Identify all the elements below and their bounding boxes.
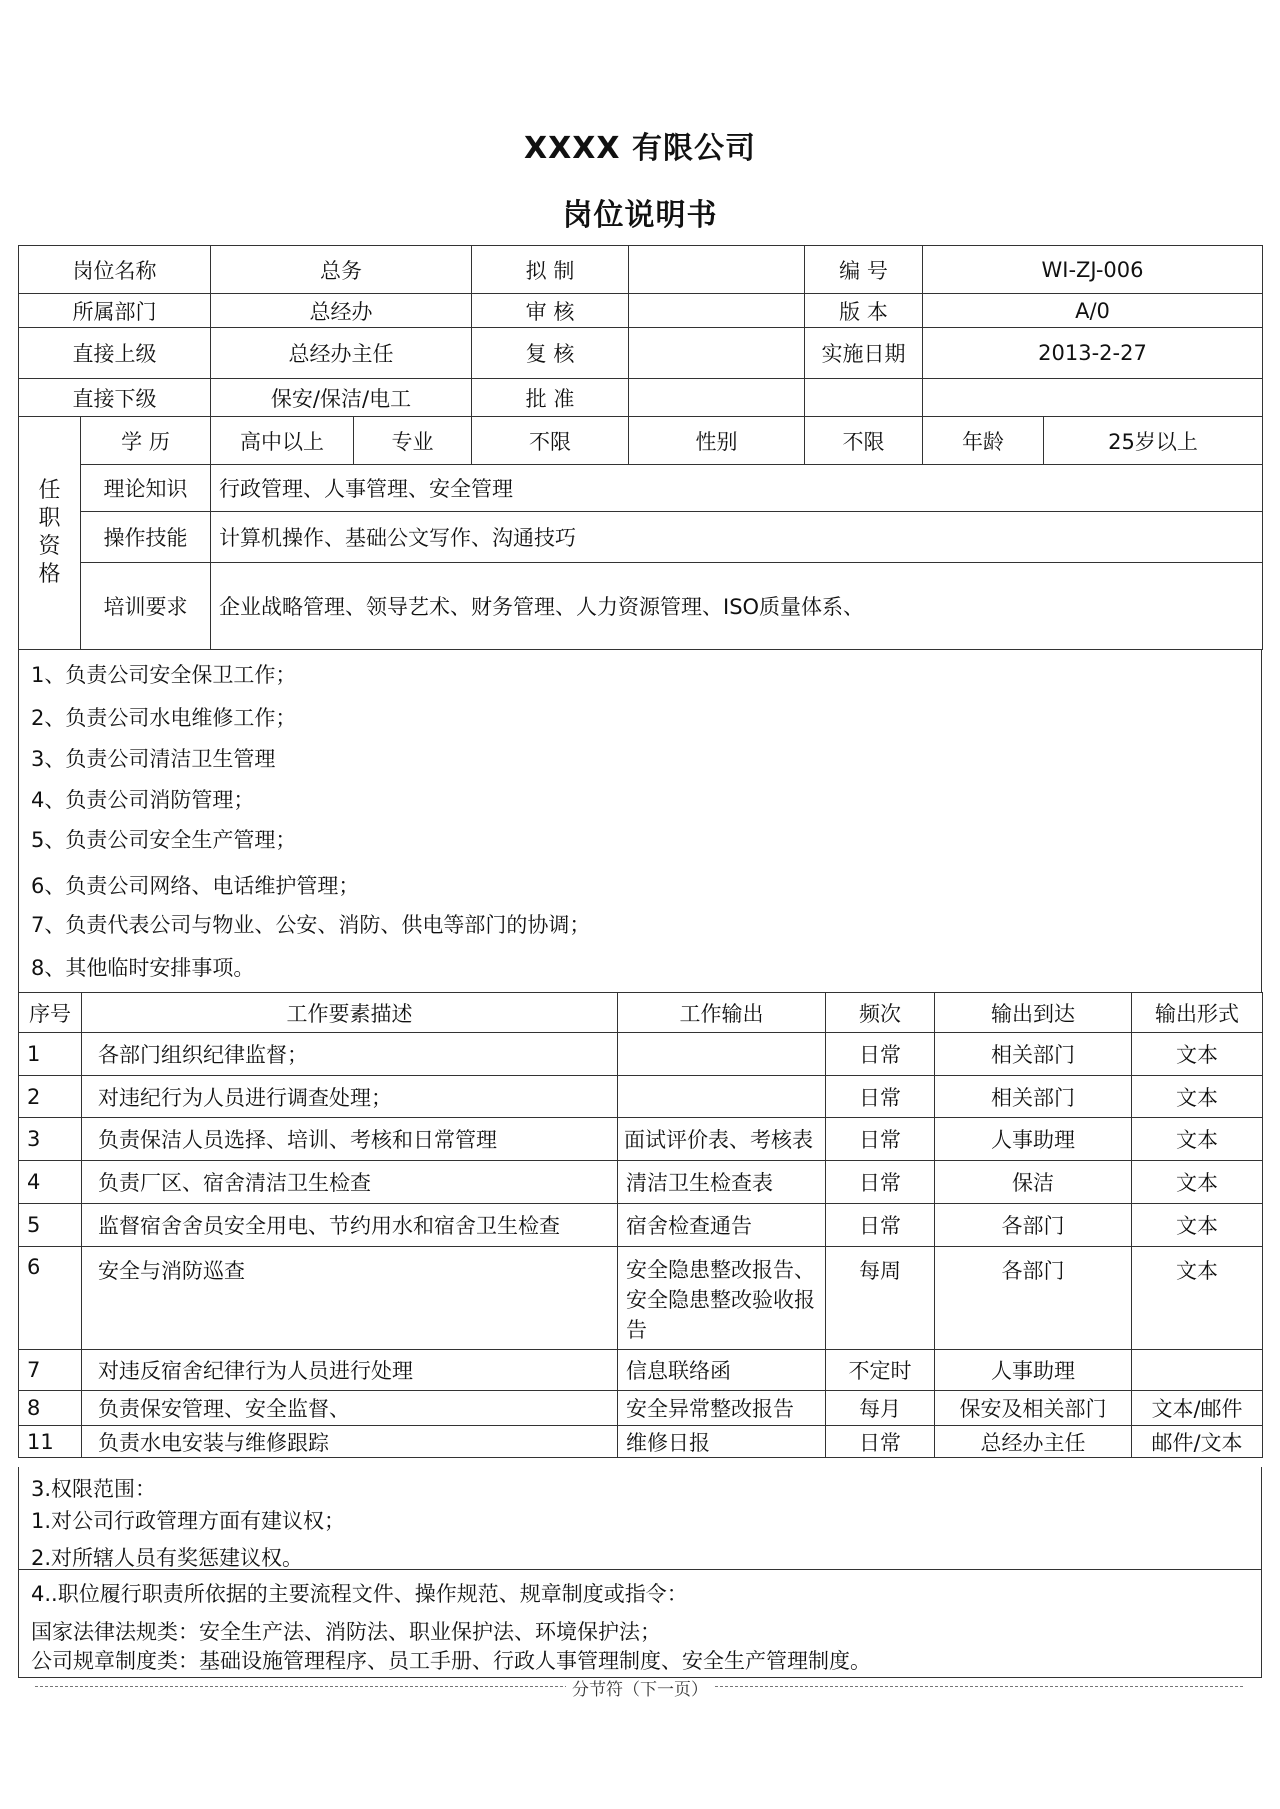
task-frequency: 每周 <box>826 1247 935 1350</box>
table-row <box>19 1076 1263 1118</box>
value-training: 企业战略管理、领导艺术、财务管理、人力资源管理、ISO质量体系、 <box>211 563 1263 650</box>
task-output: 安全隐患整改报告、安全隐患整改验收报告 <box>618 1247 826 1350</box>
duty-item: 4、负责公司消防管理； <box>31 788 255 812</box>
duty-item: 7、负责代表公司与物业、公安、消防、供电等部门的协调； <box>31 913 591 937</box>
task-description: 各部门组织纪律监督； <box>82 1033 618 1076</box>
info-empty <box>923 379 1263 417</box>
col-header-no: 序号 <box>19 993 82 1033</box>
qualification-label-char: 格 <box>38 562 61 587</box>
section-break-text: 分节符（下一页） <box>566 1680 714 1700</box>
label-education: 学 历 <box>81 417 211 465</box>
task-frequency: 日常 <box>826 1426 935 1458</box>
qualification-label-char: 资 <box>38 534 61 559</box>
qualification-label-char: 职 <box>38 506 61 531</box>
task-format: 邮件/文本 <box>1132 1426 1263 1458</box>
task-no: 3 <box>19 1118 82 1161</box>
task-header-row <box>19 993 1263 1033</box>
duty-item: 8、其他临时安排事项。 <box>31 956 255 980</box>
task-description: 负责厂区、宿舍清洁卫生检查 <box>82 1161 618 1204</box>
value-code: WI-ZJ-006 <box>923 246 1263 294</box>
task-description: 负责水电安装与维修跟踪 <box>82 1426 618 1458</box>
task-description: 负责保洁人员选择、培训、考核和日常管理 <box>82 1118 618 1161</box>
task-output: 清洁卫生检查表 <box>618 1161 826 1204</box>
col-header-format: 输出形式 <box>1132 993 1263 1033</box>
task-recipient: 相关部门 <box>935 1076 1132 1118</box>
qualification-label <box>19 417 81 650</box>
task-frequency: 日常 <box>826 1118 935 1161</box>
value-position-name: 总务 <box>211 246 472 294</box>
task-no: 5 <box>19 1204 82 1247</box>
table-row <box>19 1350 1263 1391</box>
task-output <box>618 1033 826 1076</box>
label-department: 所属部门 <box>19 294 211 328</box>
qualification-label-char: 任 <box>38 478 61 503</box>
label-review: 审 核 <box>472 294 629 328</box>
task-format: 文本 <box>1132 1247 1263 1350</box>
task-format: 文本/邮件 <box>1132 1391 1263 1426</box>
basis-item: 公司规章制度类：基础设施管理程序、员工手册、行政人事管理制度、安全生产管理制度。 <box>31 1649 871 1673</box>
company-name: XXXX 有限公司 <box>524 131 756 166</box>
col-header-frequency: 频次 <box>826 993 935 1033</box>
duty-item: 6、负责公司网络、电话维护管理； <box>31 874 360 898</box>
value-review <box>629 294 805 328</box>
value-theory: 行政管理、人事管理、安全管理 <box>211 465 1263 512</box>
task-recipient: 人事助理 <box>935 1118 1132 1161</box>
info-empty <box>805 379 923 417</box>
table-row <box>19 1426 1263 1458</box>
task-no: 6 <box>19 1247 82 1350</box>
duty-item: 5、负责公司安全生产管理； <box>31 828 297 852</box>
task-description: 对违反宿舍纪律行为人员进行处理 <box>82 1350 618 1391</box>
value-supervisor: 总经办主任 <box>211 328 472 379</box>
table-row <box>19 1391 1263 1426</box>
value-gender: 不限 <box>805 417 923 465</box>
task-format: 文本 <box>1132 1204 1263 1247</box>
section-break-label <box>0 1675 1280 1700</box>
table-row <box>19 1033 1263 1076</box>
document-title: 岗位说明书 <box>562 198 718 233</box>
task-no: 7 <box>19 1350 82 1391</box>
label-version: 版 本 <box>805 294 923 328</box>
label-training: 培训要求 <box>81 563 211 650</box>
col-header-recipient: 输出到达 <box>935 993 1132 1033</box>
info-row <box>19 379 1263 417</box>
qualification-row <box>19 512 1263 563</box>
task-format: 文本 <box>1132 1161 1263 1204</box>
task-recipient: 各部门 <box>935 1247 1132 1350</box>
label-skills: 操作技能 <box>81 512 211 563</box>
info-row <box>19 328 1263 379</box>
table-row <box>19 1118 1263 1161</box>
task-description: 对违纪行为人员进行调查处理； <box>82 1076 618 1118</box>
label-subordinates: 直接下级 <box>19 379 211 417</box>
task-no: 8 <box>19 1391 82 1426</box>
value-subordinates: 保安/保洁/电工 <box>211 379 472 417</box>
value-education: 高中以上 <box>211 417 354 465</box>
task-recipient: 各部门 <box>935 1204 1132 1247</box>
task-format <box>1132 1350 1263 1391</box>
task-output: 宿舍检查通告 <box>618 1204 826 1247</box>
task-description: 安全与消防巡查 <box>82 1247 618 1350</box>
task-frequency: 不定时 <box>826 1350 935 1391</box>
table-row <box>19 1161 1263 1204</box>
table-row <box>19 1247 1263 1350</box>
label-gender: 性别 <box>629 417 805 465</box>
qualification-row <box>19 563 1263 650</box>
value-major: 不限 <box>472 417 629 465</box>
task-output: 安全异常整改报告 <box>618 1391 826 1426</box>
task-no: 2 <box>19 1076 82 1118</box>
task-recipient: 总经办主任 <box>935 1426 1132 1458</box>
label-position-name: 岗位名称 <box>19 246 211 294</box>
label-approve: 批 准 <box>472 379 629 417</box>
label-theory: 理论知识 <box>81 465 211 512</box>
authority-section <box>18 1467 1262 1570</box>
task-recipient: 保洁 <box>935 1161 1132 1204</box>
value-department: 总经办 <box>211 294 472 328</box>
value-skills: 计算机操作、基础公文写作、沟通技巧 <box>211 512 1263 563</box>
value-recheck <box>629 328 805 379</box>
label-code: 编 号 <box>805 246 923 294</box>
task-format: 文本 <box>1132 1076 1263 1118</box>
task-recipient: 相关部门 <box>935 1033 1132 1076</box>
task-output: 信息联络函 <box>618 1350 826 1391</box>
col-header-description: 工作要素描述 <box>82 993 618 1033</box>
task-frequency: 日常 <box>826 1076 935 1118</box>
task-output <box>618 1076 826 1118</box>
value-age: 25岁以上 <box>1044 417 1263 465</box>
task-no: 11 <box>19 1426 82 1458</box>
duty-item: 2、负责公司水电维修工作； <box>31 706 297 730</box>
value-version: A/0 <box>923 294 1263 328</box>
task-frequency: 每月 <box>826 1391 935 1426</box>
task-recipient: 人事助理 <box>935 1350 1132 1391</box>
job-info-table <box>18 245 1263 650</box>
task-output: 面试评价表、考核表 <box>618 1118 826 1161</box>
info-row <box>19 246 1263 294</box>
label-effective-date: 实施日期 <box>805 328 923 379</box>
label-major: 专业 <box>354 417 472 465</box>
authority-title: 3.权限范围： <box>31 1477 157 1501</box>
col-header-output: 工作输出 <box>618 993 826 1033</box>
table-row <box>19 1204 1263 1247</box>
task-description: 负责保安管理、安全监督、 <box>82 1391 618 1426</box>
value-drafted <box>629 246 805 294</box>
task-description: 监督宿舍舍员安全用电、节约用水和宿舍卫生检查 <box>82 1204 618 1247</box>
basis-item: 国家法律法规类：安全生产法、消防法、职业保护法、环境保护法； <box>31 1620 661 1644</box>
task-table <box>18 992 1263 1458</box>
task-recipient: 保安及相关部门 <box>935 1391 1132 1426</box>
label-recheck: 复 核 <box>472 328 629 379</box>
authority-item: 2.对所辖人员有奖惩建议权。 <box>31 1546 304 1570</box>
task-format: 文本 <box>1132 1033 1263 1076</box>
task-frequency: 日常 <box>826 1161 935 1204</box>
qualification-row <box>19 465 1263 512</box>
task-format: 文本 <box>1132 1118 1263 1161</box>
duty-item: 1、负责公司安全保卫工作； <box>31 663 297 687</box>
label-drafted: 拟 制 <box>472 246 629 294</box>
task-output: 维修日报 <box>618 1426 826 1458</box>
task-frequency: 日常 <box>826 1033 935 1076</box>
info-row <box>19 294 1263 328</box>
value-effective-date: 2013-2-27 <box>923 328 1263 379</box>
label-age: 年龄 <box>923 417 1044 465</box>
duties-section <box>18 649 1262 993</box>
task-no: 4 <box>19 1161 82 1204</box>
authority-item: 1.对公司行政管理方面有建议权； <box>31 1509 346 1533</box>
value-approve <box>629 379 805 417</box>
duty-item: 3、负责公司清洁卫生管理 <box>31 747 276 771</box>
task-no: 1 <box>19 1033 82 1076</box>
basis-title: 4..职位履行职责所依据的主要流程文件、操作规范、规章制度或指令： <box>31 1582 688 1606</box>
basis-section <box>18 1570 1262 1678</box>
label-supervisor: 直接上级 <box>19 328 211 379</box>
task-frequency: 日常 <box>826 1204 935 1247</box>
qualification-row <box>19 417 1263 465</box>
